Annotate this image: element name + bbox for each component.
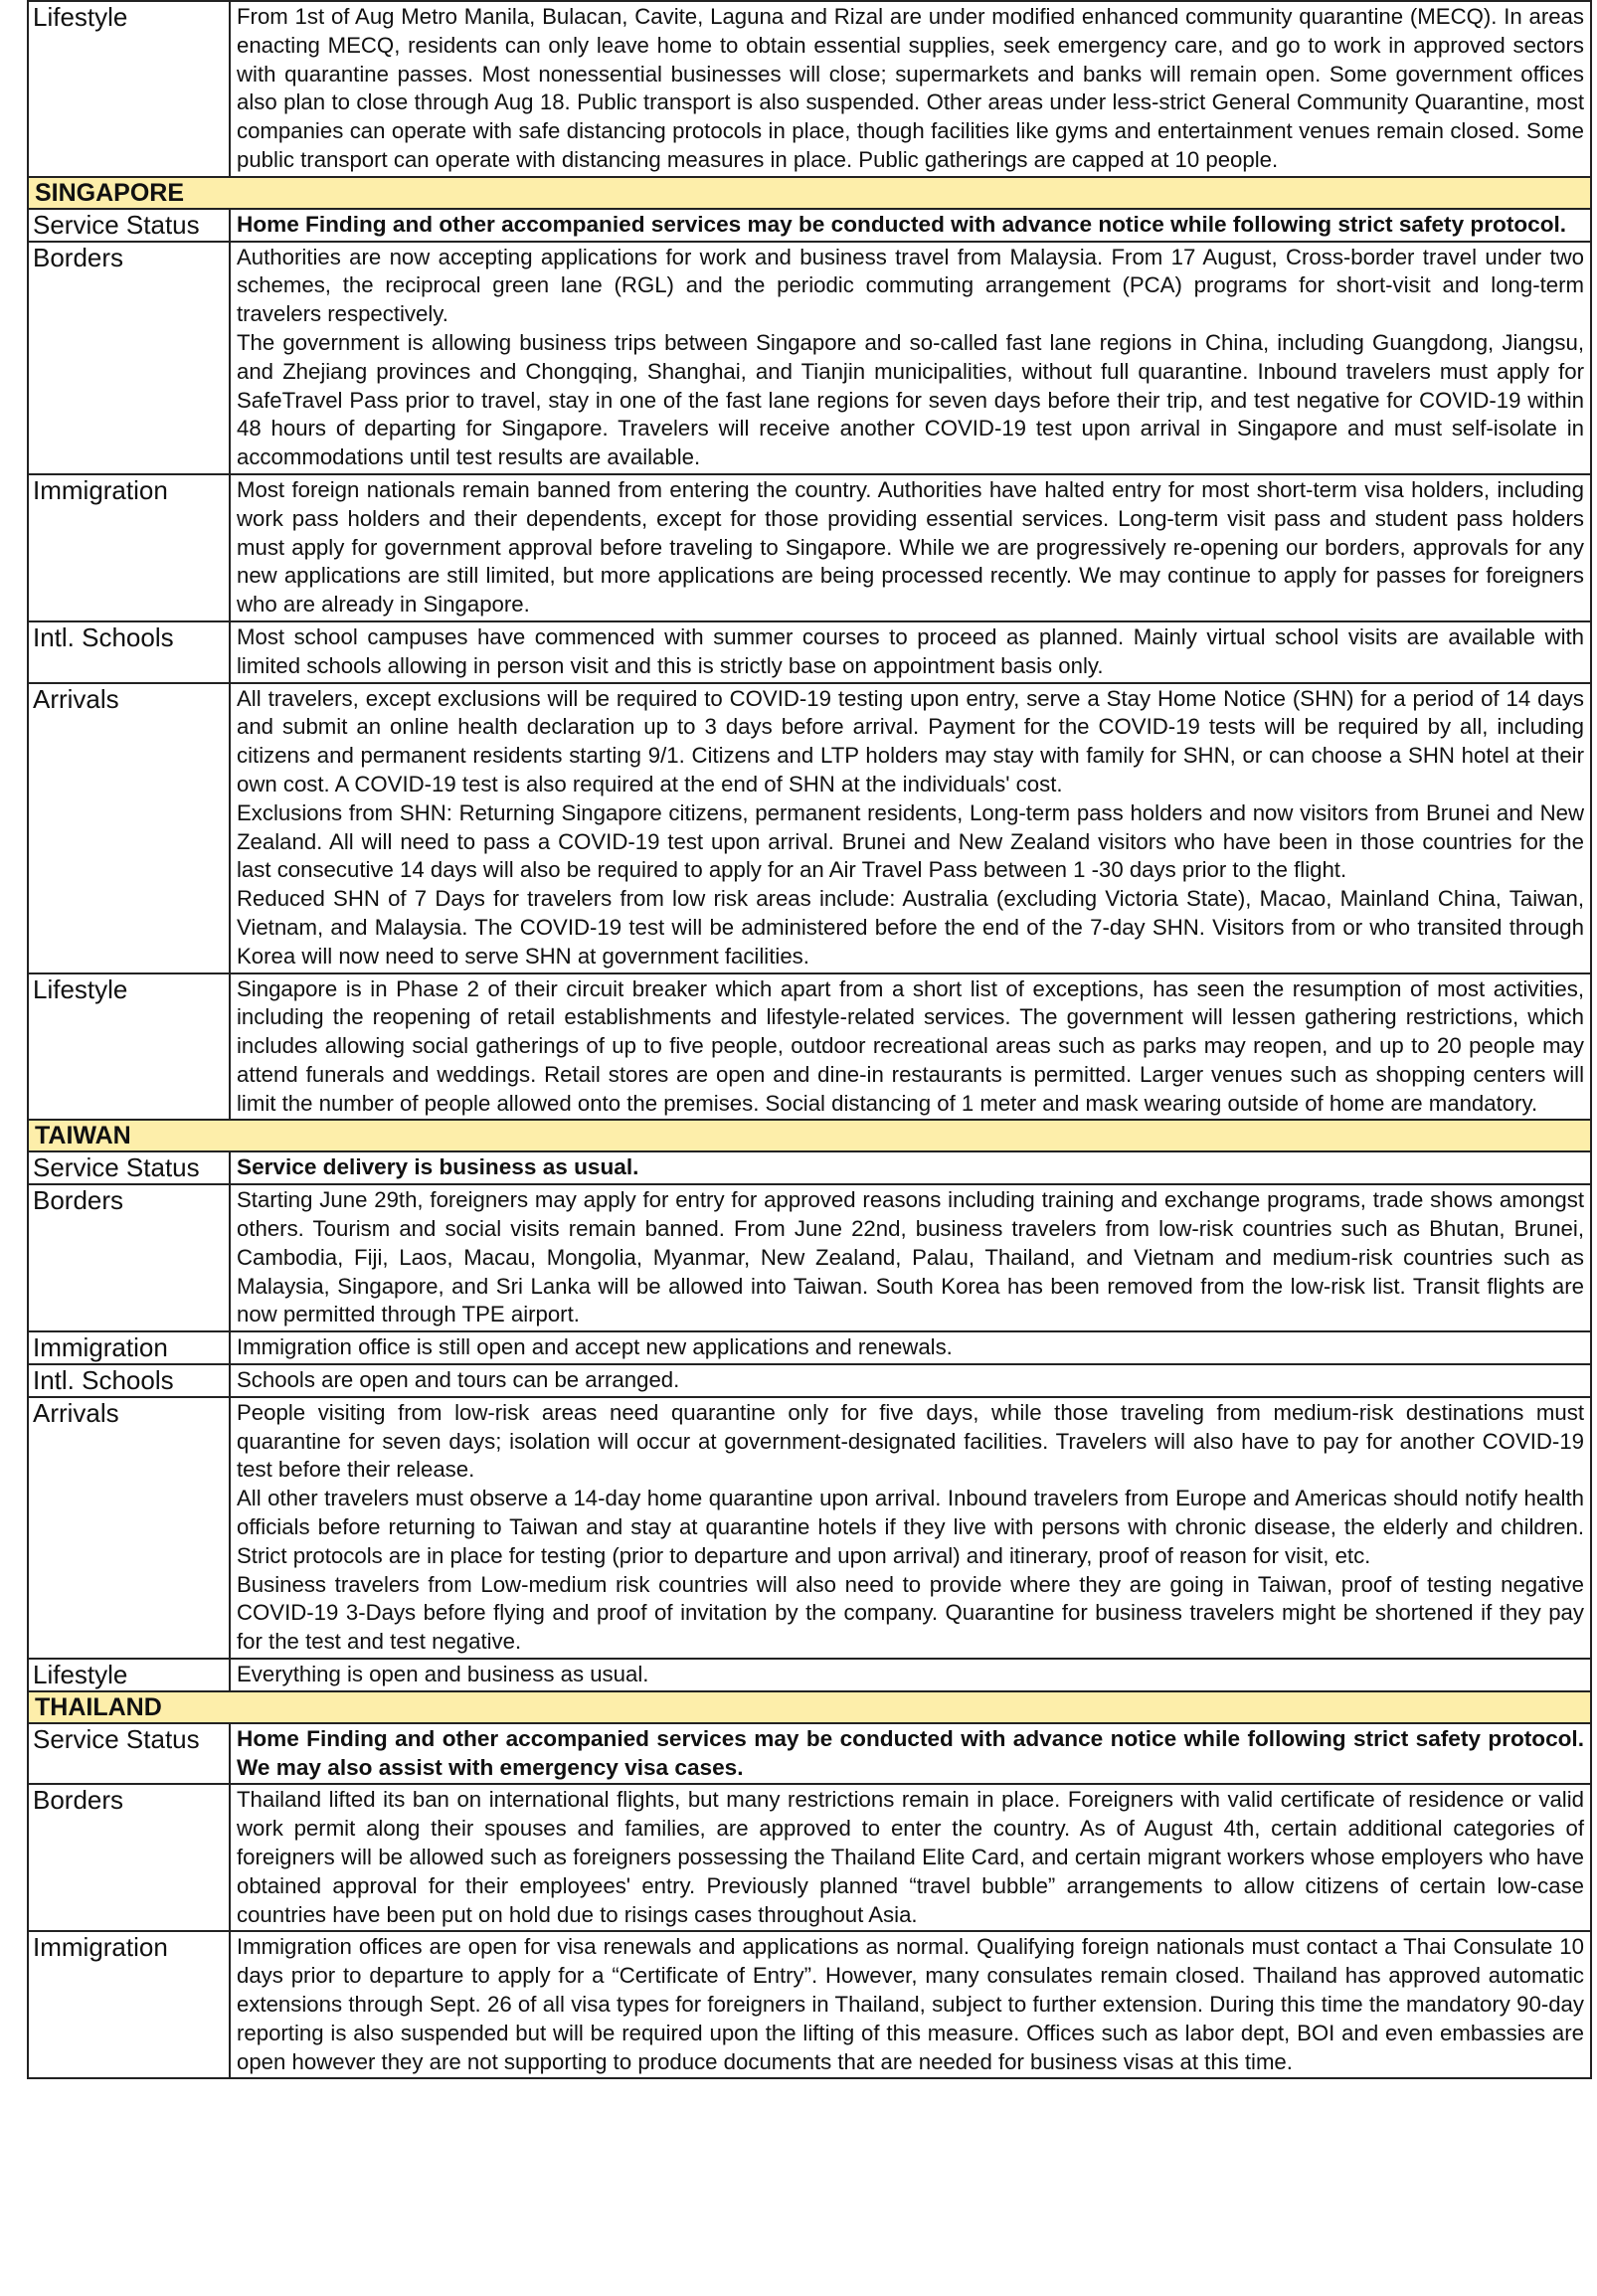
row-label: Lifestyle: [28, 1659, 230, 1691]
row-content: Thailand lifted its ban on international flights, but many restrictions remain in place. Foreigners with valid certificate of residence or valid work permit along their spouses and families, are approved to enter the country. As of August 4th, certain additional categories of foreigners will be allowed such as foreigners possessing the Thailand Elite Card, and certain migrant workers whose employers who have obtained approval for their employees' entry. Previously planned “travel bubble” arrangements to allow citizens of certain low-case countries have been put on hold due to risings cases throughout Asia.: [230, 1784, 1591, 1931]
table-body: [28, 1, 1591, 2078]
table-row: [28, 1331, 1591, 1364]
country-name: TAIWAN: [28, 1120, 1591, 1151]
table-row: [28, 1784, 1591, 1931]
table-row: [28, 1397, 1591, 1659]
row-content: Authorities are now accepting applications for work and business travel from Malaysia. From 17 August, Cross-border travel under two schemes, the reciprocal green lane (RGL) and the periodic commuting arrangement (PCA) programs for short-visit and long-term travelers respectively. The government is allowing business trips between Singapore and so-called fast lane regions in China, including Guangdong, Jiangsu, and Zhejiang provinces and Chongqing, Shanghai, and Tianjin municipalities, without full quarantine. Inbound travelers must apply for SafeTravel Pass prior to travel, stay in one of the fast lane regions for seven days before their trip, and test negative for COVID-19 within 48 hours of departing for Singapore. Travelers will receive another COVID-19 test upon arrival in Singapore and must self-isolate in accommodations until test results are available.: [230, 242, 1591, 474]
row-label: Service Status: [28, 1151, 230, 1184]
table-row: [28, 683, 1591, 973]
service-status-row: [28, 1723, 1591, 1785]
service-status-text: Home Finding and other accompanied services may be conducted with advance notice while following strict safety protocol. We may also assist with emergency visa cases.: [230, 1723, 1591, 1785]
row-label: Arrivals: [28, 1397, 230, 1659]
table-row: [28, 1364, 1591, 1397]
row-content: Most school campuses have commenced with summer courses to proceed as planned. Mainly virtual school visits are available with limited schools allowing in person visit and this is strictly base on appointment basis only.: [230, 621, 1591, 683]
row-content: Singapore is in Phase 2 of their circuit breaker which apart from a short list of exceptions, has seen the resumption of most activities, including the reopening of retail establishments and lifestyle-related services. The government will lessen gathering restrictions, which includes allowing social gatherings of up to five people, outdoor recreational areas such as parks may reopen, and up to 20 people may attend funerals and weddings. Retail stores are open and dine-in restaurants is permitted. Larger venues such as shopping centers will limit the number of people allowed onto the premises. Social distancing of 1 meter and mask wearing outside of home are mandatory.: [230, 973, 1591, 1121]
row-label: Borders: [28, 242, 230, 474]
row-content: Most foreign nationals remain banned from entering the country. Authorities have halted entry for most short-term visa holders, including work pass holders and their dependents, except for those providing essential services. Long-term visit pass and student pass holders must apply for government approval before traveling to Singapore. While we are progressively re-opening our borders, approvals for any new applications are still limited, but more applications are being processed recently. We may continue to apply for passes for foreigners who are already in Singapore.: [230, 474, 1591, 621]
table-row: [28, 474, 1591, 621]
row-label: Service Status: [28, 1723, 230, 1785]
country-name: SINGAPORE: [28, 177, 1591, 209]
table-row: [28, 1184, 1591, 1331]
row-content: People visiting from low-risk areas need quarantine only for five days, while those traveling from medium-risk destinations must quarantine for seven days; isolation will occur at government-designated facilities. Travelers will also have to pay for another COVID-19 test before their release. All other travelers must observe a 14-day home quarantine upon arrival. Inbound travelers from Europe and Americas should notify health officials before returning to Taiwan and stay at quarantine hotels if they live with persons with chronic disease, the elderly and children. Strict protocols are in place for testing (prior to departure and upon arrival) and itinerary, proof of reason for visit, etc. Business travelers from Low-medium risk countries will also need to provide where they are going in Taiwan, proof of testing negative COVID-19 3-Days before flying and proof of invitation by the company. Quarantine for business travelers might be shortened if they pay for the test and test negative.: [230, 1397, 1591, 1659]
row-label: Service Status: [28, 209, 230, 242]
table-row: [28, 1659, 1591, 1691]
row-label: Immigration: [28, 474, 230, 621]
table-row: [28, 242, 1591, 474]
service-status-row: [28, 1151, 1591, 1184]
row-content: Starting June 29th, foreigners may apply for entry for approved reasons including training and exchange programs, trade shows amongst others. Tourism and social visits remain banned. From June 22nd, business travelers from low-risk countries such as Bhutan, Brunei, Cambodia, Fiji, Laos, Macau, Mongolia, Myanmar, New Zealand, Palau, Thailand, and Vietnam and medium-risk countries such as Malaysia, Singapore, and Sri Lanka will be allowed into Taiwan. South Korea has been removed from the low-risk list. Transit flights are now permitted through TPE airport.: [230, 1184, 1591, 1331]
country-header-row: [28, 1691, 1591, 1723]
row-label: Lifestyle: [28, 973, 230, 1121]
row-content: All travelers, except exclusions will be required to COVID-19 testing upon entry, serve a Stay Home Notice (SHN) for a period of 14 days and submit an online health declaration up to 3 days before arrival. Payment for the COVID-19 tests will be required by all, including citizens and permanent residents starting 9/1. Citizens and LTP holders may stay with family for SHN, or can choose a SHN hotel at their own cost. A COVID-19 test is also required at the end of SHN at the individuals' cost. Exclusions from SHN: Returning Singapore citizens, permanent residents, Long-term pass holders and now visitors from Brunei and New Zealand. All will need to pass a COVID-19 test upon arrival. Brunei and New Zealand visitors who have been in those countries for the last consecutive 14 days will also be required to apply for an Air Travel Pass between 1 -30 days prior to the flight. Reduced SHN of 7 Days for travelers from low risk areas include: Australia (excluding Victoria State), Macao, Mainland China, Taiwan, Vietnam, and Malaysia. The COVID-19 test will be administered before the end of the 7-day SHN. Visitors from or who transited through Korea will now need to serve SHN at government facilities.: [230, 683, 1591, 973]
country-name: THAILAND: [28, 1691, 1591, 1723]
service-status-text: Home Finding and other accompanied services may be conducted with advance notice while following strict safety protocol.: [230, 209, 1591, 242]
table-row: [28, 1931, 1591, 2078]
row-label: Lifestyle: [28, 1, 230, 177]
row-label: Intl. Schools: [28, 621, 230, 683]
service-status-text: Service delivery is business as usual.: [230, 1151, 1591, 1184]
row-content: Everything is open and business as usual.: [230, 1659, 1591, 1691]
row-label: Intl. Schools: [28, 1364, 230, 1397]
country-header-row: [28, 177, 1591, 209]
table-row: [28, 973, 1591, 1121]
country-header-row: [28, 1120, 1591, 1151]
row-label: Immigration: [28, 1331, 230, 1364]
row-content: Immigration offices are open for visa renewals and applications as normal. Qualifying foreign nationals must contact a Thai Consulate 10 days prior to departure to apply for a “Certificate of Entry”. However, many consulates remain closed. Thailand has approved automatic extensions through Sept. 26 of all visa types for foreigners in Thailand, subject to further extension. During this time the mandatory 90-day reporting is also suspended but will be required upon the lifting of this measure. Offices such as labor dept, BOI and even embassies are open however they are not supporting to produce documents that are needed for business visas at this time.: [230, 1931, 1591, 2078]
row-label: Borders: [28, 1784, 230, 1931]
row-content: Schools are open and tours can be arranged.: [230, 1364, 1591, 1397]
row-label: Arrivals: [28, 683, 230, 973]
row-label: Borders: [28, 1184, 230, 1331]
table-row: [28, 1, 1591, 177]
row-label: Immigration: [28, 1931, 230, 2078]
country-status-table: [27, 0, 1592, 2079]
table-row: [28, 621, 1591, 683]
row-content: Immigration office is still open and accept new applications and renewals.: [230, 1331, 1591, 1364]
row-content: From 1st of Aug Metro Manila, Bulacan, Cavite, Laguna and Rizal are under modified enhanced community quarantine (MECQ). In areas enacting MECQ, residents can only leave home to obtain essential supplies, seek emergency care, and go to work in approved sectors with quarantine passes. Most nonessential businesses will close; supermarkets and banks will remain open. Some government offices also plan to close through Aug 18. Public transport is also suspended. Other areas under less-strict General Community Quarantine, most companies can operate with safe distancing protocols in place, though facilities like gyms and entertainment venues remain closed. Some public transport can operate with distancing measures in place. Public gatherings are capped at 10 people.: [230, 1, 1591, 177]
service-status-row: [28, 209, 1591, 242]
